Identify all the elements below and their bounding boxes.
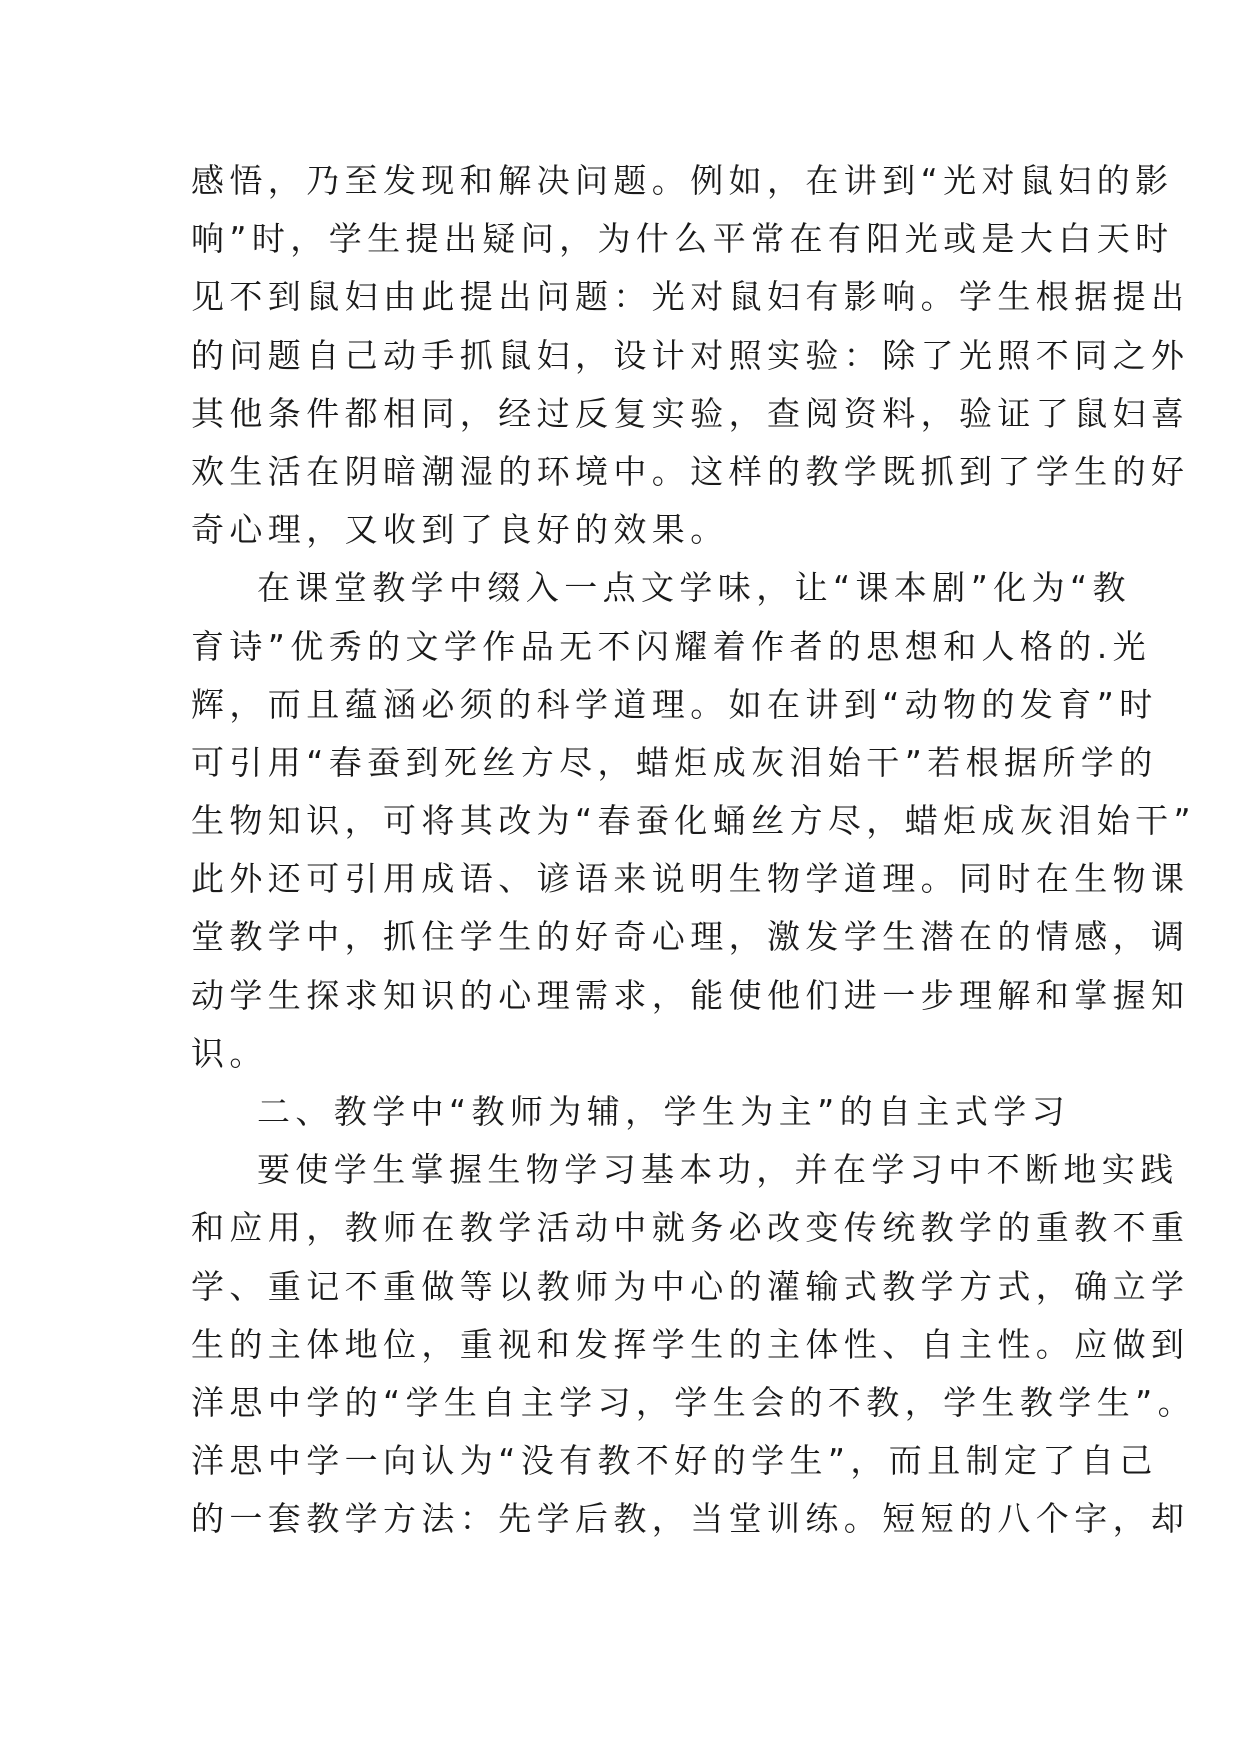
text-line: 和应用，教师在教学活动中就务必改变传统教学的重教不重 <box>191 1208 1190 1248</box>
text-line: 其他条件都相同，经过反复实验，查阅资料，验证了鼠妇喜 <box>191 393 1190 433</box>
paragraph-first-line: 在课堂教学中缀入一点文学味，让“课本剧”化为“教 <box>257 568 1131 608</box>
text-line: 学、重记不重做等以教师为中心的灌输式教学方式，确立学 <box>191 1266 1190 1306</box>
text-line: 欢生活在阴暗潮湿的环境中。这样的教学既抓到了学生的好 <box>191 451 1190 491</box>
text-line: 洋思中学的“学生自主学习，学生会的不教，学生教学生”。 <box>191 1382 1196 1422</box>
text-line: 生的主体地位，重视和发挥学生的主体性、自主性。应做到 <box>191 1324 1190 1364</box>
text-line: 动学生探求知识的心理需求，能使他们进一步理解和掌握知 <box>191 975 1190 1015</box>
paragraph-first-line: 二、教学中“教师为辅，学生为主”的自主式学习 <box>257 1092 1070 1131</box>
text-line: 感悟，乃至发现和解决问题。例如，在讲到“光对鼠妇的影 <box>191 161 1174 200</box>
text-line: 识。 <box>191 1033 268 1073</box>
paragraph-first-line: 要使学生掌握生物学习基本功，并在学习中不断地实践 <box>257 1150 1179 1190</box>
text-line: 此外还可引用成语、谚语来说明生物学道理。同时在生物课 <box>191 859 1190 899</box>
text-line: 堂教学中，抓住学生的好奇心理，激发学生潜在的情感，调 <box>191 917 1190 957</box>
text-line: 的一套教学方法：先学后教，当堂训练。短短的八个字，却 <box>191 1499 1190 1539</box>
text-line: 辉，而且蕴涵必须的科学道理。如在讲到“动物的发育”时 <box>191 684 1158 724</box>
text-line: 可引用“春蚕到死丝方尽，蜡炬成灰泪始干”若根据所学的 <box>191 742 1158 782</box>
text-line: 响”时，学生提出疑问，为什么平常在有阳光或是大白天时 <box>191 219 1174 259</box>
text-line: 奇心理，又收到了良好的效果。 <box>191 510 729 550</box>
text-line: 洋思中学一向认为“没有教不好的学生”，而且制定了自己 <box>191 1441 1158 1481</box>
text-line: 生物知识，可将其改为“春蚕化蛹丝方尽，蜡炬成灰泪始干” <box>191 801 1196 841</box>
text-line: 育诗”优秀的文学作品无不闪耀着作者的思想和人格的.光 <box>191 626 1151 666</box>
text-line: 见不到鼠妇由此提出问题：光对鼠妇有影响。学生根据提出 <box>191 277 1190 317</box>
text-line: 的问题自己动手抓鼠妇，设计对照实验：除了光照不同之外 <box>191 335 1190 375</box>
body-text <box>191 152 1196 1549</box>
